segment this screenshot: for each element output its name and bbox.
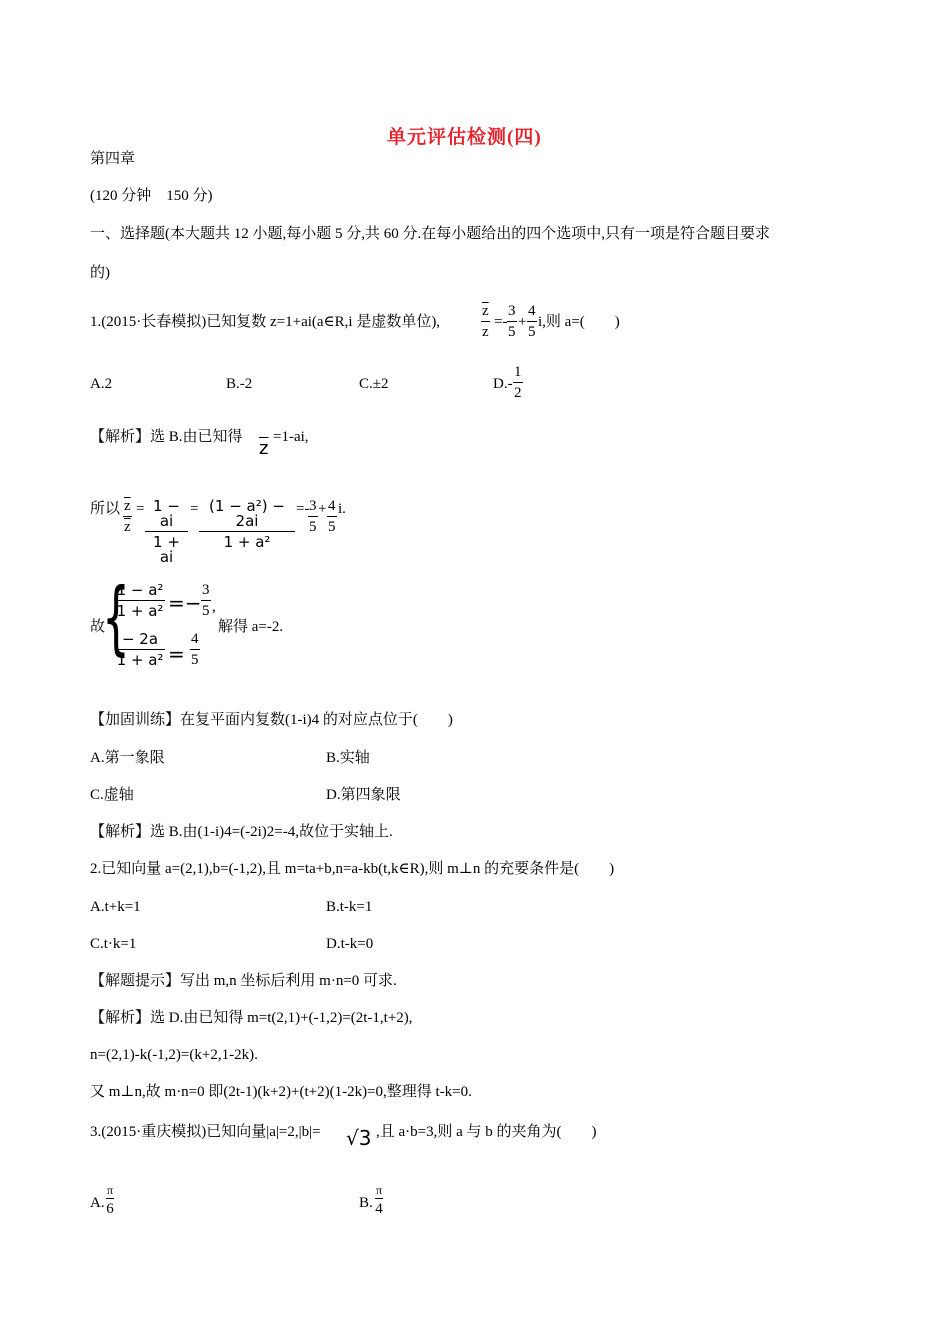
sys-row1-rhs: [201, 583, 211, 619]
sys-r1-rnum: 3: [201, 583, 211, 601]
so-f1-den: z: [124, 519, 131, 535]
q3-sqrt3: √3: [346, 1126, 372, 1150]
q2-option-c: C.t·k=1: [90, 936, 137, 952]
so-eq3: =-: [296, 501, 310, 517]
hence-label: 故: [90, 619, 106, 635]
q3-option-a-prefix: A.: [90, 1195, 105, 1211]
train-analysis: 【解析】选 B.由(1-i)4=(-2i)2=-4,故位于实轴上.: [90, 824, 393, 840]
q1-frac-3-5: [507, 304, 517, 340]
q2-analysis-2: n=(2,1)-k(-1,2)=(k+2,1-2k).: [90, 1047, 258, 1063]
q2-option-a: A.t+k=1: [90, 899, 141, 915]
q2-option-d: D.t-k=0: [326, 936, 374, 952]
q1-frac-den: z: [482, 324, 489, 340]
q1-d-den: 2: [514, 385, 522, 401]
sys-r2-num: − 2a: [115, 632, 165, 650]
q3-b-den: 4: [375, 1201, 383, 1217]
train-option-b: B.实轴: [326, 750, 370, 766]
so-frac1: [123, 499, 132, 535]
so-frac4: [308, 499, 318, 535]
so-f4-den: 5: [309, 519, 317, 535]
train-stem: 【加固训练】在复平面内复数(1-i)4 的对应点位于( ): [90, 712, 453, 728]
so-eq1: =: [136, 501, 145, 517]
q1-f1-num: 3: [507, 304, 517, 322]
so-f4-num: 3: [308, 499, 318, 517]
q2-analysis-3: 又 m⊥n,故 m·n=0 即(2t-1)(k+2)+(t+2)(1-2k)=0,整理得 t-k=0.: [90, 1084, 472, 1100]
q3-a-den: 6: [106, 1201, 114, 1217]
q1-analysis-b: =1-ai,: [273, 429, 309, 445]
q1-eq: =-: [494, 314, 508, 330]
q1-frac-zbar-z: [481, 304, 490, 340]
sys-row2-lhs: [115, 632, 165, 668]
sys-row2-eq: =: [168, 642, 185, 666]
q1-stem-b: i,则 a=( ): [538, 314, 620, 330]
q1-d-num: 1: [513, 365, 523, 383]
sys-r1-den: 1 + a²: [116, 602, 164, 620]
q1-option-c: C.±2: [359, 376, 389, 392]
so-f5-den: 5: [328, 519, 336, 535]
so-f2-num: 1 − ai: [145, 499, 188, 532]
sys-row1-lhs: [115, 583, 165, 619]
so-frac3: [199, 499, 295, 550]
q3-b-num: π: [376, 1183, 383, 1197]
q3-a-num: π: [107, 1183, 114, 1197]
sys-r2-den: 1 + a²: [116, 651, 164, 669]
q1-analysis-a: 【解析】选 B.由已知得: [90, 429, 243, 445]
sys-row1-eq: =−: [168, 591, 202, 615]
train-option-c: C.虚轴: [90, 787, 134, 803]
q1-frac-num: $\overline{z}$: [481, 304, 490, 322]
system-brace: {: [102, 571, 130, 664]
sys-row2-rhs: [190, 632, 200, 668]
so-frac2: [145, 499, 188, 565]
train-option-a: A.第一象限: [90, 750, 165, 766]
q1-option-d-prefix: D.-: [493, 376, 513, 392]
so-tail: i.: [338, 501, 346, 517]
page-title: 单元评估检测(四): [387, 127, 542, 148]
q2-stem: 2.已知向量 a=(2,1),b=(-1,2),且 m=ta+b,n=a-kb(t,k∈R),则 m⊥n 的充要条件是( ): [90, 861, 615, 877]
q1-frac-4-5: [527, 304, 537, 340]
sys-r1-rden: 5: [202, 603, 210, 619]
q3-stem-a: 3.(2015·重庆模拟)已知向量|a|=2,|b|=: [90, 1124, 321, 1140]
so-f2-den: 1 + ai: [153, 533, 180, 566]
so-f3-den: 1 + a²: [223, 533, 271, 551]
q1-plus: +: [518, 314, 527, 330]
q2-option-b: B.t-k=1: [326, 899, 373, 915]
q2-analysis-1: 【解析】选 D.由已知得 m=t(2,1)+(-1,2)=(2t-1,t+2),: [90, 1010, 413, 1026]
q1-analysis-zbar-text: $\overline{z}$: [259, 438, 269, 459]
q3-option-b-frac: [375, 1184, 383, 1217]
solve-text: 解得 a=-2.: [218, 619, 284, 635]
q1-analysis-zbar: [259, 440, 268, 458]
sys-r2-rden: 5: [191, 652, 199, 668]
sys-row1-comma: ,: [212, 599, 216, 615]
q3-option-b-prefix: B.: [359, 1195, 373, 1211]
chapter-label: 第四章: [90, 151, 136, 167]
q1-f2-den: 5: [528, 324, 536, 340]
q1-f1-den: 5: [508, 324, 516, 340]
so-f3-num: (1 − a²) − 2ai: [199, 499, 295, 532]
time-score: (120 分钟 150 分): [90, 188, 213, 204]
q1-option-d-frac: [513, 365, 523, 401]
section-heading-line1: 一、选择题(本大题共 12 小题,每小题 5 分,共 60 分.在每小题给出的四个选项中,只有一项是符合题目要求: [90, 226, 770, 242]
sys-r2-rnum: 4: [190, 632, 200, 650]
so-f5-num: 4: [327, 499, 337, 517]
train-option-d: D.第四象限: [326, 787, 401, 803]
sys-r1-num: 1 − a²: [116, 581, 164, 599]
so-frac5: [327, 499, 337, 535]
q1-stem-a: 1.(2015·长春模拟)已知复数 z=1+ai(a∈R,i 是虚数单位),: [90, 314, 441, 330]
so-f1-num: $\overline{z}$: [123, 499, 132, 517]
q1-f2-num: 4: [527, 304, 537, 322]
so-label: 所以: [90, 501, 121, 517]
q2-hint: 【解题提示】写出 m,n 坐标后利用 m·n=0 可求.: [90, 973, 397, 989]
q3-option-a-frac: [106, 1184, 114, 1217]
section-heading-line2: 的): [90, 265, 110, 281]
so-eq2: =: [190, 501, 199, 517]
so-plus: +: [318, 501, 327, 517]
q1-option-a: A.2: [90, 376, 113, 392]
q1-option-b: B.-2: [226, 376, 253, 392]
q3-stem-b: ,且 a·b=3,则 a 与 b 的夹角为( ): [376, 1124, 597, 1140]
